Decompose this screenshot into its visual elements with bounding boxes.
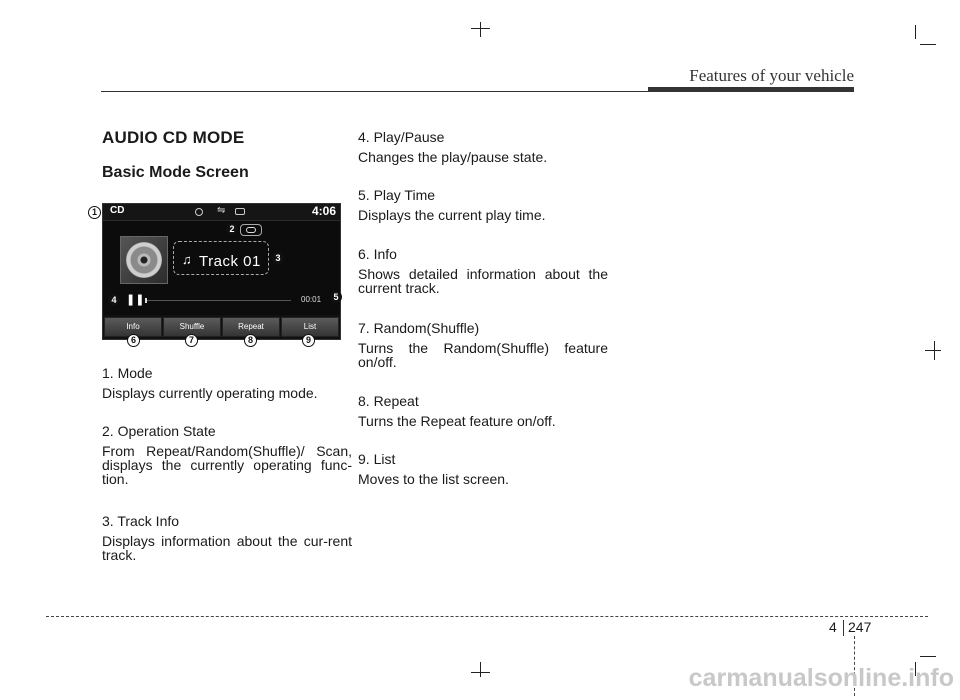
callout-3: 3 [272,252,284,264]
screen-clock: 4:06 [311,204,336,218]
crop-mark-top-right-v [915,25,916,39]
crop-mark-top-bar [471,28,490,29]
item-body: Changes the play/pause state. [358,149,548,165]
music-note-icon: ♫ [182,252,192,267]
shuffle-button: Shuffle [163,317,221,337]
item-heading: 4. Play/Pause [358,129,445,145]
item-heading: 1. Mode [102,365,153,381]
list-button: List [281,317,339,337]
page-number-separator [843,620,844,636]
play-time: 00:01 [301,295,322,304]
pause-icon: ❚❚ [126,294,145,306]
screen-mode-label: CD [110,205,125,216]
item-play-time [358,188,608,222]
item-body: Displays currently operating mode. [102,385,318,401]
item-body: Displays information about the cur-rent track. [102,533,352,563]
item-track-info [102,514,352,562]
crop-mark-top-right-h [920,44,936,45]
disc-icon [195,208,203,216]
item-heading: 7. Random(Shuffle) [358,320,480,336]
repeat-state-icon [240,224,262,236]
callout-6: 6 [127,334,140,347]
item-body: Moves to the list screen. [358,471,509,487]
item-heading: 5. Play Time [358,187,436,203]
progress-knob [145,298,147,303]
album-art [120,236,168,284]
chapter-number: 4 [829,619,837,635]
watermark: carmanualsonline.info [688,664,954,692]
item-heading: 6. Info [358,246,397,262]
callout-8: 8 [244,334,257,347]
crop-mark-right-h [925,350,941,351]
crop-mark-bottom-right-h [920,656,936,657]
page-header-title: Features of your vehicle [689,66,854,85]
crop-mark-right-v [934,341,935,360]
item-heading: 2. Operation State [102,423,216,439]
item-random-shuffle [358,321,608,369]
aux-icon [235,208,245,215]
item-play-pause [358,130,608,164]
item-body: From Repeat/Random(Shuffle)/ Scan, displays the currently operating func-tion. [102,443,352,487]
audio-screen-figure [102,203,341,340]
callout-1: 1 [88,206,101,219]
callout-4: 4 [108,294,120,306]
crop-mark-bottom [480,662,481,677]
item-list [358,452,608,486]
item-heading: 8. Repeat [358,393,419,409]
item-body: Shows detailed information about the current track. [358,266,608,296]
usb-icon: ⇋ [217,205,226,216]
item-heading: 3. Track Info [102,513,180,529]
callout-5: 5 [330,291,342,303]
item-body: Turns the Random(Shuffle) feature on/off. [358,340,608,370]
section-title: AUDIO CD MODE [102,128,245,147]
item-repeat [358,394,608,428]
callout-2: 2 [226,223,238,235]
progress-bar [145,300,291,301]
item-operation-state [102,424,352,486]
item-mode [102,366,352,400]
crop-mark-bottom-bar [471,672,490,673]
section-subtitle: Basic Mode Screen [102,164,249,181]
item-heading: 9. List [358,451,396,467]
page-number: 247 [848,619,872,635]
item-body: Turns the Repeat feature on/off. [358,413,556,429]
info-button: Info [104,317,162,337]
cd-disc-icon [126,242,162,278]
item-body: Displays the current play time. [358,207,546,223]
callout-9: 9 [302,334,315,347]
header-bar [648,87,854,92]
footer-rule [46,616,928,617]
repeat-button: Repeat [222,317,280,337]
callout-7: 7 [185,334,198,347]
track-name: Track 01 [199,253,261,270]
crop-mark-top [480,22,481,37]
item-info [358,247,608,295]
